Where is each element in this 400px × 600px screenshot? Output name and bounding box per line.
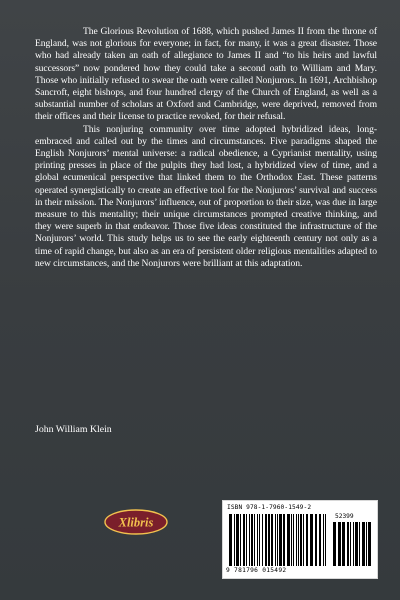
barcode-bar — [229, 514, 232, 566]
barcode-bar — [268, 514, 270, 566]
barcode-bar — [306, 514, 308, 566]
barcode-bar — [283, 514, 285, 566]
barcode-bar — [257, 514, 258, 566]
blurb-paragraph-2: This nonjuring community over time adopted hybridized ideas, long-embraced and called out by the times and circumstances. Five paradigms shaped the English Nonjurors’ mental universe: a radical obedience, a Cyprianist mentality, using printing presses in place of the pulpits they had lost, a hybridized view of time, and a global ecumenical perspective that linked them to the Orthodox East. These patterns operated synergistically to create an effective tool for the Nonjurors’ survival and success in their mission. The Nonjurors’ influence, out of proportion to their size, was due in large measure to this mentality; their unique circumstances prompted creative thinking, and they were superb in that endeavor. Those five ideas constituted the infrastructure of the Nonjurors’ world. This study helps us to see the early eighteenth century not only as a time of rapid change, but also as an era of persistent older religious mentalities adapted to new circumstances, and the Nonjurors were brilliant at this adaptation. — [35, 123, 377, 269]
barcode-bar — [347, 522, 349, 566]
blurb-paragraph-1: The Glorious Revolution of 1688, which pushed James II from the throne of England, was not glorious for everyone; in fact, for many, it was a great disaster. Those who had already taken an oath of allegiance to James II and “to his heirs and lawful successors” now pondered how they could take a second oath to William and Mary. Those who initially refused to swear the oath were called Nonjurors. In 1691, Archbishop Sancroft, eight bishops, and four hundred clergy of the Church of England, as well as a substantial number of scholars at Oxford and Cambridge, were deprived, removed from their offices and their license to practice revoked, for their refusal. — [35, 26, 377, 123]
barcode-bar — [338, 522, 341, 566]
barcode-bar — [303, 514, 304, 566]
barcode-bar — [368, 522, 371, 566]
barcode-bar — [265, 514, 267, 566]
barcode-bar — [240, 514, 241, 566]
barcode-bar — [319, 514, 321, 566]
barcode-bar — [298, 514, 299, 566]
barcode-bar — [333, 522, 336, 566]
barcode-bar — [293, 514, 294, 566]
ean-number: 9 781796 015492 — [226, 567, 287, 574]
barcode-bar — [291, 514, 292, 566]
xlibris-logo — [104, 509, 168, 535]
barcode-bar — [262, 514, 263, 566]
barcode-bar — [246, 514, 247, 566]
author-name: John William Klein — [35, 424, 112, 435]
barcode-bar — [310, 514, 313, 566]
barcode-bar — [350, 522, 351, 566]
barcode-addon-number: 52399 — [335, 513, 354, 520]
barcode-bar — [359, 522, 360, 566]
barcode-bar — [243, 514, 245, 566]
blurb — [35, 26, 377, 270]
barcode-bar — [251, 514, 253, 566]
barcode-bar — [279, 514, 282, 566]
barcode-bar — [249, 514, 250, 566]
barcode-bar — [277, 514, 278, 566]
ean-barcode — [229, 514, 329, 566]
barcode-bar — [236, 514, 239, 566]
barcode-bar — [254, 514, 255, 566]
barcode-bar — [342, 522, 345, 566]
barcode-bar — [353, 522, 354, 566]
barcode-bar — [323, 514, 324, 566]
barcode-bar — [271, 514, 273, 566]
barcode-bar — [234, 514, 235, 566]
barcode-bar — [315, 514, 317, 566]
isbn-label: ISBN 978-1-7960-1549-2 — [227, 504, 312, 511]
barcode-bar — [259, 514, 260, 566]
barcode-bar — [296, 514, 297, 566]
barcode-bar — [325, 514, 326, 566]
logo-text: Xlibris — [118, 515, 154, 530]
barcode-bar — [362, 522, 365, 566]
barcode-bar — [300, 514, 302, 566]
addon-barcode — [333, 522, 371, 566]
barcode-bar — [366, 522, 367, 566]
barcode-bar — [275, 514, 276, 566]
barcode-bar — [287, 514, 290, 566]
barcode-bar — [355, 522, 358, 566]
barcode-box — [222, 500, 378, 579]
